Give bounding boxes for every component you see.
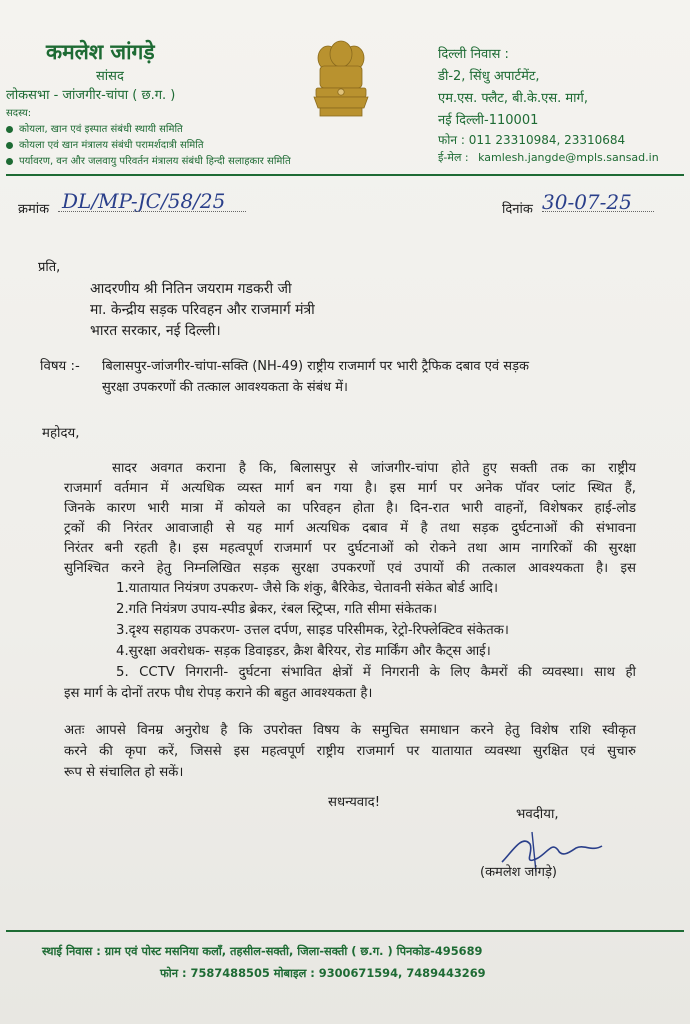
address-line-1: डी-2, सिंधु अपार्टमेंट, bbox=[438, 69, 540, 84]
phone: फोन : 011 23310984, 23310684 bbox=[438, 133, 626, 147]
committee-2: कोयला एवं खान मंत्रालय संबंधी परामर्शदात्री समिति bbox=[6, 137, 204, 151]
national-emblem-icon bbox=[306, 36, 376, 126]
delhi-address-label: दिल्ली निवास : bbox=[438, 47, 509, 62]
email-line bbox=[438, 150, 659, 165]
footer-divider bbox=[6, 930, 684, 932]
address-line-2: एम.एस. फ्लैट, बी.के.एस. मार्ग, bbox=[438, 91, 588, 106]
item-3: 3.दृश्य सहायक उपकरण- उत्तल दर्पण, साइड परिसीमक, रेट्रो-रिफ्लेक्टिव संकेतक। bbox=[116, 623, 509, 638]
para1-line-6: सुनिश्चित करने हेतु निम्नलिखित सड़क सुरक्षा उपकरणों एवं उपायों की तत्काल आवश्यकता है। इस bbox=[64, 561, 636, 576]
salutation: महोदय, bbox=[42, 426, 80, 441]
constituency: लोकसभा - जांजगीर-चांपा ( छ.ग. ) bbox=[6, 88, 176, 103]
para1-line-4: ट्रकों की निरंतर आवाजाही से यह मार्ग अत्यधिक दबाव में है तथा सड़क दुर्घटनाओं की संभावना bbox=[64, 521, 636, 536]
para2-line-2: करने की कृपा करें, जिससे इस महत्वपूर्ण राष्ट्रीय राजमार्ग पर यातायात व्यवस्था सुरक्षित एवं सुचारु bbox=[64, 744, 636, 759]
item-tail: इस मार्ग के दोनों तरफ पौध रोपड़ कराने की बहुत आवश्यकता है। bbox=[64, 686, 373, 701]
ref-label: क्रमांक bbox=[18, 202, 50, 217]
member-label: सदस्य: bbox=[6, 108, 32, 119]
subject-line-2: सुरक्षा उपकरणों की तत्काल आवश्यकता के संबंध में। bbox=[102, 380, 348, 395]
para1-line-2: राजमार्ग वर्तमान में अत्यधिक व्यस्त मार्ग बन गया है। इस मार्ग पर अनेक पॉवर प्लांट स्थित हैं, bbox=[64, 481, 636, 496]
email-address: kamlesh.jangde@mpls.sansad.in bbox=[478, 151, 659, 164]
committee-1: कोयला, खान एवं इस्पात संबंधी स्थायी समिति bbox=[6, 121, 183, 135]
committee-3: पर्यावरण, वन और जलवायु परिवर्तन मंत्रालय संबंधी हिन्दी सलाहकार समिति bbox=[6, 153, 291, 167]
para2-line-3: रूप से संचालित हो सकें। bbox=[64, 765, 184, 780]
addressee-line-2: मा. केन्द्रीय सड़क परिवहन और राजमार्ग मंत्री bbox=[90, 302, 315, 318]
para2-line-1: अतः आपसे विनम्र अनुरोध है कि उपरोक्त विषय के समुचित समाधान करने हेतु विशेष राशि स्वीकृत bbox=[64, 723, 636, 738]
date-dots bbox=[542, 211, 654, 212]
mp-designation: सांसद bbox=[96, 69, 124, 84]
bullet-icon bbox=[6, 142, 13, 149]
mp-name: कमलेश जांगड़े bbox=[46, 40, 155, 64]
bullet-icon bbox=[6, 158, 13, 165]
footer-phones: फोन : 7587488505 मोबाइल : 9300671594, 7489443269 bbox=[160, 966, 486, 980]
thanks: सधन्यवाद! bbox=[328, 795, 381, 810]
date-value: 30-07-25 bbox=[542, 190, 632, 214]
date-label: दिनांक bbox=[502, 202, 533, 217]
to-label: प्रति, bbox=[38, 260, 61, 275]
addressee-line-1: आदरणीय श्री नितिन जयराम गडकरी जी bbox=[90, 281, 292, 297]
item-4: 4.सुरक्षा अवरोधक- सड़क डिवाइडर, क्रैश बैरियर, रोड मार्किंग और कैट्स आई। bbox=[116, 644, 491, 659]
email-label: ई-मेल : bbox=[438, 151, 469, 164]
addressee-line-3: भारत सरकार, नई दिल्ली। bbox=[90, 323, 221, 339]
para1-line-3: जिनके कारण भारी मात्रा में कोयले का परिवहन होता है। दिन-रात भारी वाहनों, विशेषकर हाई-लोड bbox=[64, 501, 636, 516]
ref-number: DL/MP-JC/58/25 bbox=[62, 189, 226, 213]
yours-faithfully: भवदीया, bbox=[516, 807, 559, 822]
ref-dots bbox=[58, 211, 246, 212]
permanent-address: स्थाई निवास : ग्राम एवं पोस्ट मसनिया कलाँ, तहसील-सक्ती, जिला-सक्ती ( छ.ग. ) पिनकोड-495689 bbox=[42, 944, 483, 958]
bullet-icon bbox=[6, 126, 13, 133]
signatory-name: (कमलेश जांगड़े) bbox=[480, 865, 557, 880]
item-2: 2.गति नियंत्रण उपाय-स्पीड ब्रेकर, रंबल स्ट्रिप्स, गति सीमा संकेतक। bbox=[116, 602, 438, 617]
item-5: 5. CCTV निगरानी- दुर्घटना संभावित क्षेत्रों में निगरानी के लिए कैमरों की व्यवस्था। साथ ही bbox=[116, 665, 636, 680]
subject-line-1: बिलासपुर-जांजगीर-चांपा-सक्ति (NH-49) राष्ट्रीय राजमार्ग पर भारी ट्रैफिक दबाव एवं सड़क bbox=[102, 359, 530, 374]
item-1: 1.यातायात नियंत्रण उपकरण- जैसे कि शंकु, बैरिकेड, चेतावनी संकेत बोर्ड आदि। bbox=[116, 581, 499, 596]
header-divider bbox=[6, 174, 684, 176]
para1-line-5: निरंतर बनी रहती है। इस महत्वपूर्ण राजमार्ग पर दुर्घटनाओं को रोकने तथा आम नागरिकों की सुरक्षा bbox=[64, 541, 636, 556]
para1-line-1: सादर अवगत कराना है कि, बिलासपुर से जांजगीर-चांपा होते हुए सक्ती तक का राष्ट्रीय bbox=[112, 461, 636, 476]
subject-label: विषय :- bbox=[40, 359, 80, 374]
address-line-3: नई दिल्ली-110001 bbox=[438, 113, 539, 128]
